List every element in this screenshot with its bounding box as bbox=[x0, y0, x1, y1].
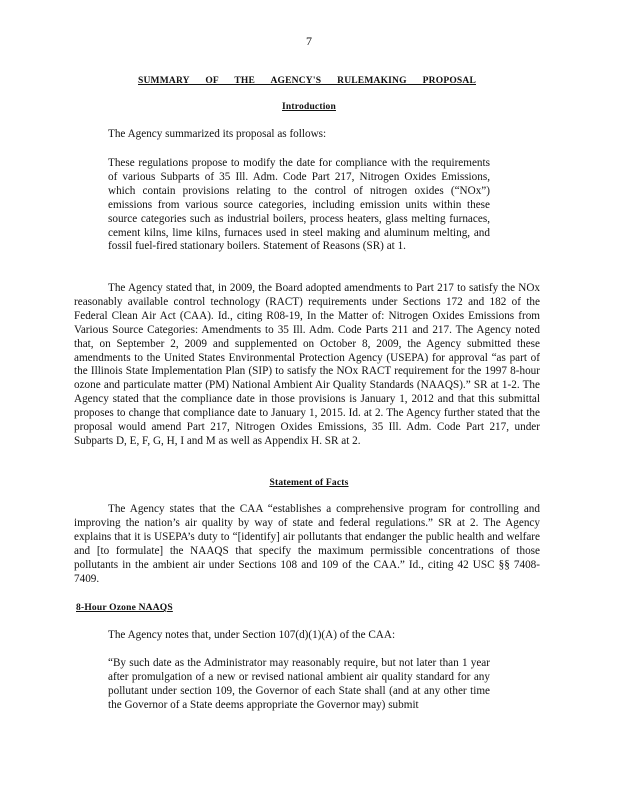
page-number: 7 bbox=[306, 34, 312, 48]
ozone-block-quote: “By such date as the Administrator may reasonably require, but not later than 1 year after promulgation of a new or revised national ambient air quality standard for any pollutant under section 109, the Governor of each State shall (and at any other time the Governor of a State deems appropriate the Governor may) submit bbox=[108, 657, 490, 711]
facts-paragraph: The Agency states that the CAA “establishes a comprehensive program for controlling and improving the nation’s air quality by way of state and federal regulations.” SR at 2. The Agency explains that it is USEPA’s duty to “[identify] air pollutants that endanger the public health and welfare and [to formulate] the NAAQS that specify the maximum permissible concentrations of those pollutants in the ambient air under Sections 108 and 109 of the CAA.” Id., citing 42 USC §§ 7408-7409. bbox=[74, 503, 540, 585]
introduction-heading: Introduction bbox=[282, 102, 336, 112]
eight-hour-ozone-heading: 8-Hour Ozone NAAQS bbox=[76, 603, 173, 613]
statement-of-facts-heading: Statement of Facts bbox=[269, 478, 349, 488]
board-adopted-paragraph: The Agency stated that, in 2009, the Board adopted amendments to Part 217 to satisfy the NOx reasonably available control technology (RACT) requirements under Sections 172 and 182 of the Federal Clean Air Act (CAA). Id., citing R08-19, In the Matter of: Nitrogen Oxides Emissions from Various Source Categories: Amendments to 35 Ill. Adm. Code Parts 211 and 217. The Agency noted that, on September 2, 2009 and supplemented on October 8, 2009, the Agency submitted these amendments to the United States Environmental Protection Agency (USEPA) for approval “as part of the Illinois State Implementation Plan (SIP) to satisfy the NOx RACT requirement for the 1997 8-hour ozone and particulate matter (PM) National Ambient Air Quality Standards (NAAQS).” SR at 1-2. The Agency stated that the compliance date in those provisions is January 1, 2012 and that this submittal proposes to change that compliance date to January 1, 2015. Id. at 2. The Agency further stated that the proposal would amend Part 217, Nitrogen Oxides Emissions, 35 Ill. Adm. Code Part 217, under Subparts D, E, F, G, H, I and M as well as Appendix H. SR at 2. bbox=[74, 282, 540, 447]
ozone-lead-paragraph: The Agency notes that, under Section 107(d)(1)(A) of the CAA: bbox=[108, 629, 396, 641]
main-heading: SUMMARY OF THE AGENCY'S RULEMAKING PROPOSAL bbox=[138, 76, 476, 86]
intro-lead-paragraph: The Agency summarized its proposal as follows: bbox=[108, 128, 327, 140]
proposal-block-quote: These regulations propose to modify the date for compliance with the requirements of various Subparts of 35 Ill. Adm. Code Part 217, Nitrogen Oxides Emissions, which contain provisions relating to the control of nitrogen oxides (“NOx”) emissions from various source categories, including emission units within these source categories such as industrial boilers, process heaters, glass melting furnaces, cement kilns, lime kilns, furnaces used in steel making and aluminum melting, and fossil fuel-fired stationary boilers. Statement of Reasons (SR) at 1. bbox=[108, 157, 490, 253]
